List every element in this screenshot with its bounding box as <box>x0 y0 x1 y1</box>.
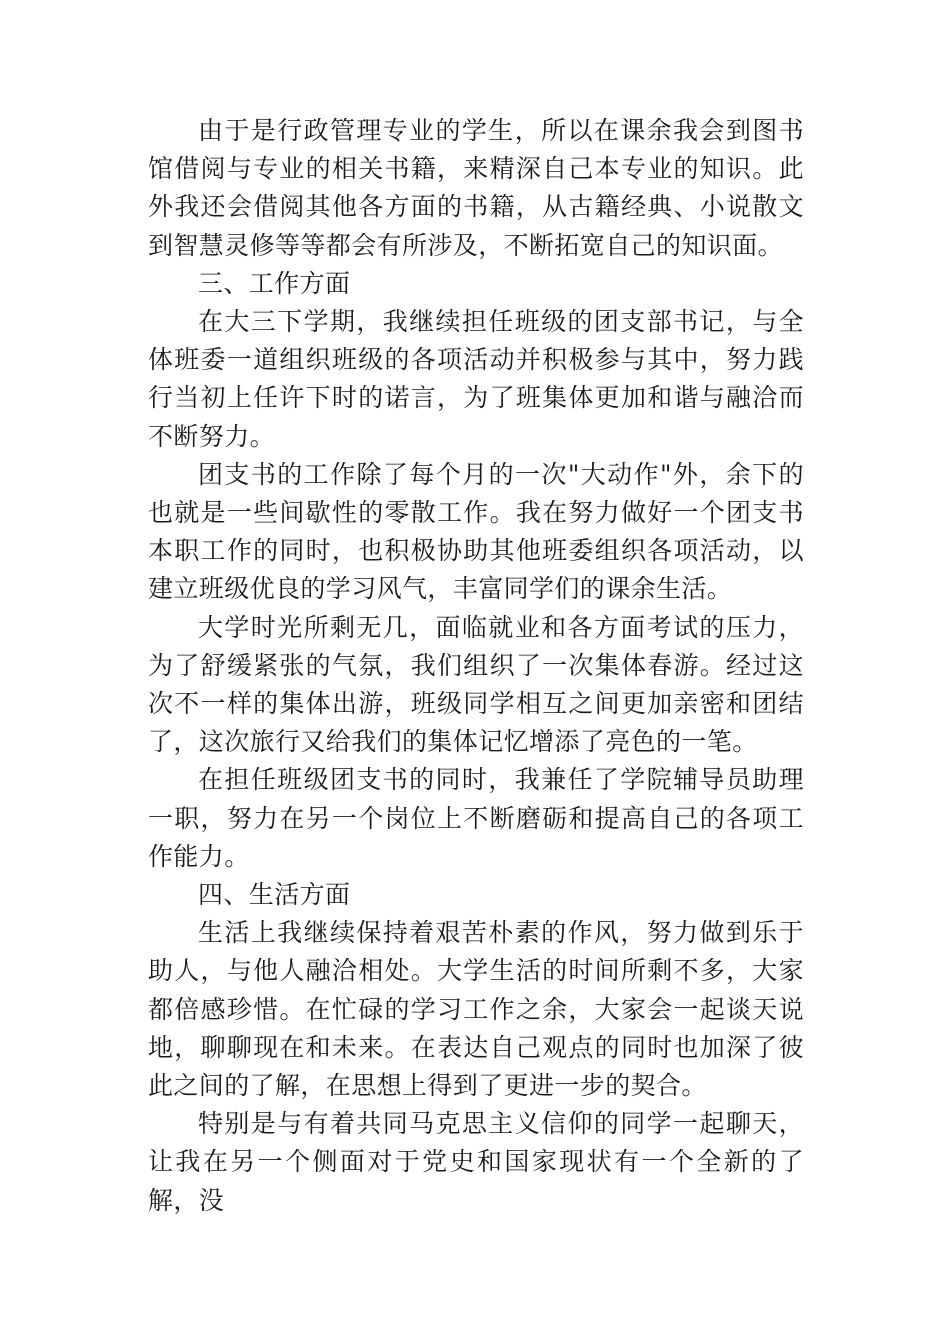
paragraph-party-history: 特别是与有着共同马克思主义信仰的同学一起聊天，让我在另一个侧面对于党史和国家现状有一个全新的了解，没 <box>148 1109 804 1215</box>
paragraph-spring-outing: 大学时光所剩无几，面临就业和各方面考试的压力，为了舒缓紧张的气氛，我们组织了一次集体春游。经过这次不一样的集体出游，班级同学相互之间更加亲密和团结了，这次旅行又给我们的集体记忆增添了亮色的一笔。 <box>148 612 804 757</box>
section-heading-life: 四、生活方面 <box>198 880 351 910</box>
paragraph-counselor-assistant: 在担任班级团支书的同时，我兼任了学院辅导员助理一职，努力在另一个岗位上不断磨砺和提高自己的各项工作能力。 <box>148 765 804 871</box>
section-heading-work: 三、工作方面 <box>198 268 351 298</box>
paragraph-study-reading: 由于是行政管理专业的学生，所以在课余我会到图书馆借阅与专业的相关书籍，来精深自己本专业的知识。此外我还会借阅其他各方面的书籍，从古籍经典、小说散文到智慧灵修等等都会有所涉及，不断拓宽自己的知识面。 <box>148 116 804 260</box>
document-body <box>148 112 804 1220</box>
paragraph-league-secretary: 在大三下学期，我继续担任班级的团支部书记，与全体班委一道组织班级的各项活动并积极参与其中，努力践行当初上任许下时的诺言，为了班集体更加和谐与融洽而不断努力。 <box>148 307 804 451</box>
paragraph-life-style: 生活上我继续保持着艰苦朴素的作风，努力做到乐于助人，与他人融洽相处。大学生活的时间所剩不多，大家都倍感珍惜。在忙碌的学习工作之余，大家会一起谈天说地，聊聊现在和未来。在表达自己观点的同时也加深了彼此之间的了解，在思想上得到了更进一步的契合。 <box>148 918 804 1101</box>
paragraph-league-work: 团支书的工作除了每个月的一次"大动作"外，余下的也就是一些间歇性的零散工作。我在努力做好一个团支书本职工作的同时，也积极协助其他班委组织各项活动，以建立班级优良的学习风气，丰富同学们的课余生活。 <box>148 459 804 604</box>
